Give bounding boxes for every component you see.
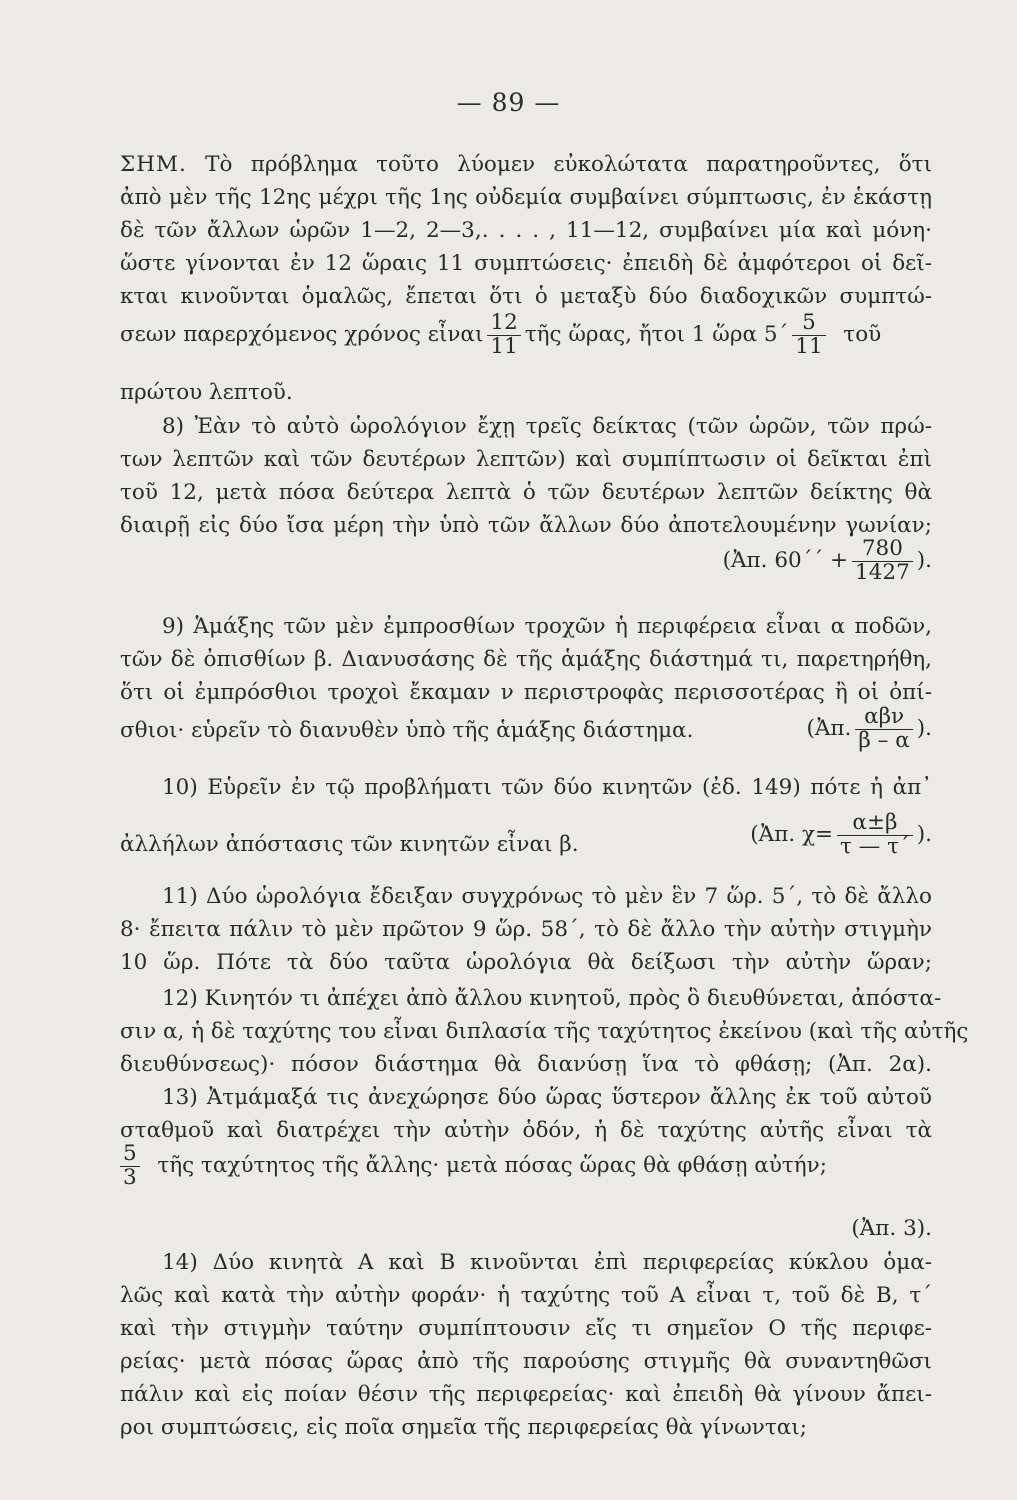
problem-9-line-2: τῶν δὲ ὀπισθίων β. Διανυσάσης δὲ τῆς ἁμάξης διάστημά τι, παρετηρήθη,: [120, 647, 932, 672]
fraction-a-pm-b-over-t-minus-t: $\frac{\alpha\pm\beta}{\tau — \tau΄}$: [837, 812, 913, 858]
problem-8-line-2: των λεπτῶν καὶ τῶν δευτέρων λεπτῶν) καὶ συμπίπτωσιν οἱ δεῖκται ἐπὶ: [120, 447, 932, 472]
problem-8-line-4: διαιρῇ εἰς δύο ἴσα μέρη τὴν ὑπὸ τῶν ἄλλων δύο ἀποτελουμένην γωνίαν;: [120, 513, 932, 538]
fraction-780-1427: $\frac{780}{1427}$: [852, 538, 913, 584]
problem-10-line-1: 10) Εὑρεῖν ἐν τῷ προβλήματι τῶν δύο κινητῶν (ἐδ. 149) πότε ἡ ἀπ᾿: [162, 775, 932, 800]
problem-13-line-3: $\frac{5}{3}$ τῆς ταχύτητος τῆς ἄλλης· μετὰ πόσας ὥρας θὰ φθάσῃ αὐτήν;: [120, 1143, 932, 1189]
note-line-3: δὲ τῶν ἄλλων ὡρῶν 1—2, 2—3,. . . . , 11—12, συμβαίνει μία καὶ μόνη·: [120, 218, 932, 243]
problem-12-line-2: σιν α, ἡ δὲ ταχύτης του εἶναι διπλασία τῆς ταχύτητος ἐκείνου (καὶ τῆς αὐτῆς: [120, 1019, 969, 1044]
note-line-5: κται κινοῦνται ὁμαλῶς, ἔπεται ὅτι ὁ μεταξὺ δύο διαδοχικῶν συμπτώ-: [120, 284, 932, 309]
problem-10-answer: (Ἀπ. χ= $\frac{\alpha\pm\beta}{\tau — \tau΄}$ ).: [750, 810, 932, 859]
page-number: — 89 —: [456, 88, 561, 117]
problem-11-line-2: 8· ἔπειτα πάλιν τὸ μὲν πρῶτον 9 ὥρ. 58΄, τὸ δὲ ἄλλο τὴν αὐτὴν στιγμὴν: [120, 917, 932, 942]
problem-14-line-5: πάλιν καὶ εἰς ποίαν θέσιν τῆς περιφερείας· καὶ ἐπειδὴ θὰ γίνουν ἄπει-: [120, 1382, 932, 1407]
note-line-6: σεων παρερχόμενος χρόνος εἶναι $\frac{12}{11}$ τῆς ὥρας, ἤτοι 1 ὥρα 5΄ $\frac{5}{11}$ τοῦ: [120, 310, 882, 359]
note-line-1: ΣΗΜ. Τὸ πρόβλημα τοῦτο λύομεν εὐκολώτατα παρατηροῦντες, ὅτι: [120, 152, 932, 177]
problem-13-line-2: σταθμοῦ καὶ διατρέχει τὴν αὐτὴν ὁδόν, ἡ δὲ ταχύτης αὐτῆς εἶναι τὰ: [120, 1118, 932, 1143]
problem-14-line-6: ροι συμπτώσεις, εἰς ποῖα σημεῖα τῆς περιφερείας θὰ γίνωνται;: [120, 1415, 807, 1440]
problem-14-line-4: ρείας· μετὰ πόσας ὥρας ἀπὸ τῆς παρούσης στιγμῆς θὰ συναντηθῶσι: [120, 1349, 932, 1374]
problem-14-line-1: 14) Δύο κινητὰ Α καὶ Β κινοῦνται ἐπὶ περιφερείας κύκλου ὁμα-: [162, 1250, 932, 1275]
note-label: ΣΗΜ.: [120, 152, 187, 177]
problem-11-line-1: 11) Δύο ὡρολόγια ἔδειξαν συγχρόνως τὸ μὲν ἓν 7 ὥρ. 5΄, τὸ δὲ ἄλλο: [162, 884, 932, 909]
problem-9-line-3: ὅτι οἱ ἐμπρόσθιοι τροχοὶ ἔκαμαν ν περιστροφὰς περισσοτέρας ἢ οἱ ὀπί-: [120, 680, 932, 705]
problem-12-line-1: 12) Κινητόν τι ἀπέχει ἀπὸ ἄλλου κινητοῦ, πρὸς ὃ διευθύνεται, ἀπόστα-: [162, 986, 942, 1011]
note-line-7: πρώτου λεπτοῦ.: [120, 380, 293, 405]
problem-9-line-1: 9) Ἁμάξης τῶν μὲν ἐμπροσθίων τροχῶν ἡ περιφέρεια εἶναι α ποδῶν,: [162, 614, 932, 639]
fraction-12-11: $\frac{12}{11}$: [487, 312, 520, 358]
fraction-abn-over-b-minus-a: $\frac{\text{αβν}}{\beta - \alpha}$: [855, 706, 912, 752]
problem-10-line-2: ἀλλήλων ἀπόστασις τῶν κινητῶν εἶναι β.: [120, 832, 579, 857]
problem-14-line-3: καὶ τὴν στιγμὴν ταύτην συμπίπτουσιν εἴς τι σημεῖον Ο τῆς περιφε-: [120, 1316, 932, 1341]
problem-13-answer: (Ἀπ. 3).: [851, 1216, 932, 1241]
problem-12-line-3: διευθύνσεως)· πόσον διάστημα θὰ διανύσῃ ἵνα τὸ φθάσῃ; (Ἀπ. 2α).: [120, 1052, 932, 1077]
problem-14-line-2: λῶς καὶ κατὰ τὴν αὐτὴν φοράν· ἡ ταχύτης τοῦ Α εἶναι τ, τοῦ δὲ Β, τ΄: [120, 1283, 932, 1308]
problem-9-line-4: σθιοι· εὑρεῖν τὸ διανυθὲν ὑπὸ τῆς ἁμάξης διάστημα.: [120, 718, 694, 743]
problem-9-answer: (Ἀπ. $\frac{\text{αβν}}{\beta - \alpha}$ ).: [806, 704, 932, 753]
problem-8-line-3: τοῦ 12, μετὰ πόσα δεύτερα λεπτὰ ὁ τῶν δευτέρων λεπτῶν δείκτης θὰ: [120, 480, 932, 505]
problem-13-line-1: 13) Ἀτμάμαξά τις ἀνεχώρησε δύο ὥρας ὕστερον ἄλλης ἐκ τοῦ αὐτοῦ: [162, 1085, 932, 1110]
fraction-5-11: $\frac{5}{11}$: [792, 312, 825, 358]
problem-8-line-1: 8) Ἐὰν τὸ αὐτὸ ὡρολόγιον ἔχῃ τρεῖς δείκτας (τῶν ὡρῶν, τῶν πρώ-: [162, 414, 932, 439]
note-line-2: ἀπὸ μὲν τῆς 12ης μέχρι τῆς 1ης οὐδεμία συμβαίνει σύμπτωσις, ἐν ἑκάστῃ: [120, 185, 932, 210]
problem-11-line-3: 10 ὥρ. Πότε τὰ δύο ταῦτα ὡρολόγια θὰ δείξωσι τὴν αὐτὴν ὥραν;: [120, 950, 932, 975]
note-line-4: ὥστε γίνονται ἐν 12 ὥραις 11 συμπτώσεις· ἐπειδὴ δὲ ἀμφότεροι οἱ δεῖ-: [120, 251, 932, 276]
problem-8-answer: (Ἀπ. 60΄΄ + $\frac{780}{1427}$ ).: [722, 536, 932, 585]
fraction-5-3: $\frac{5}{3}$: [120, 1143, 140, 1189]
